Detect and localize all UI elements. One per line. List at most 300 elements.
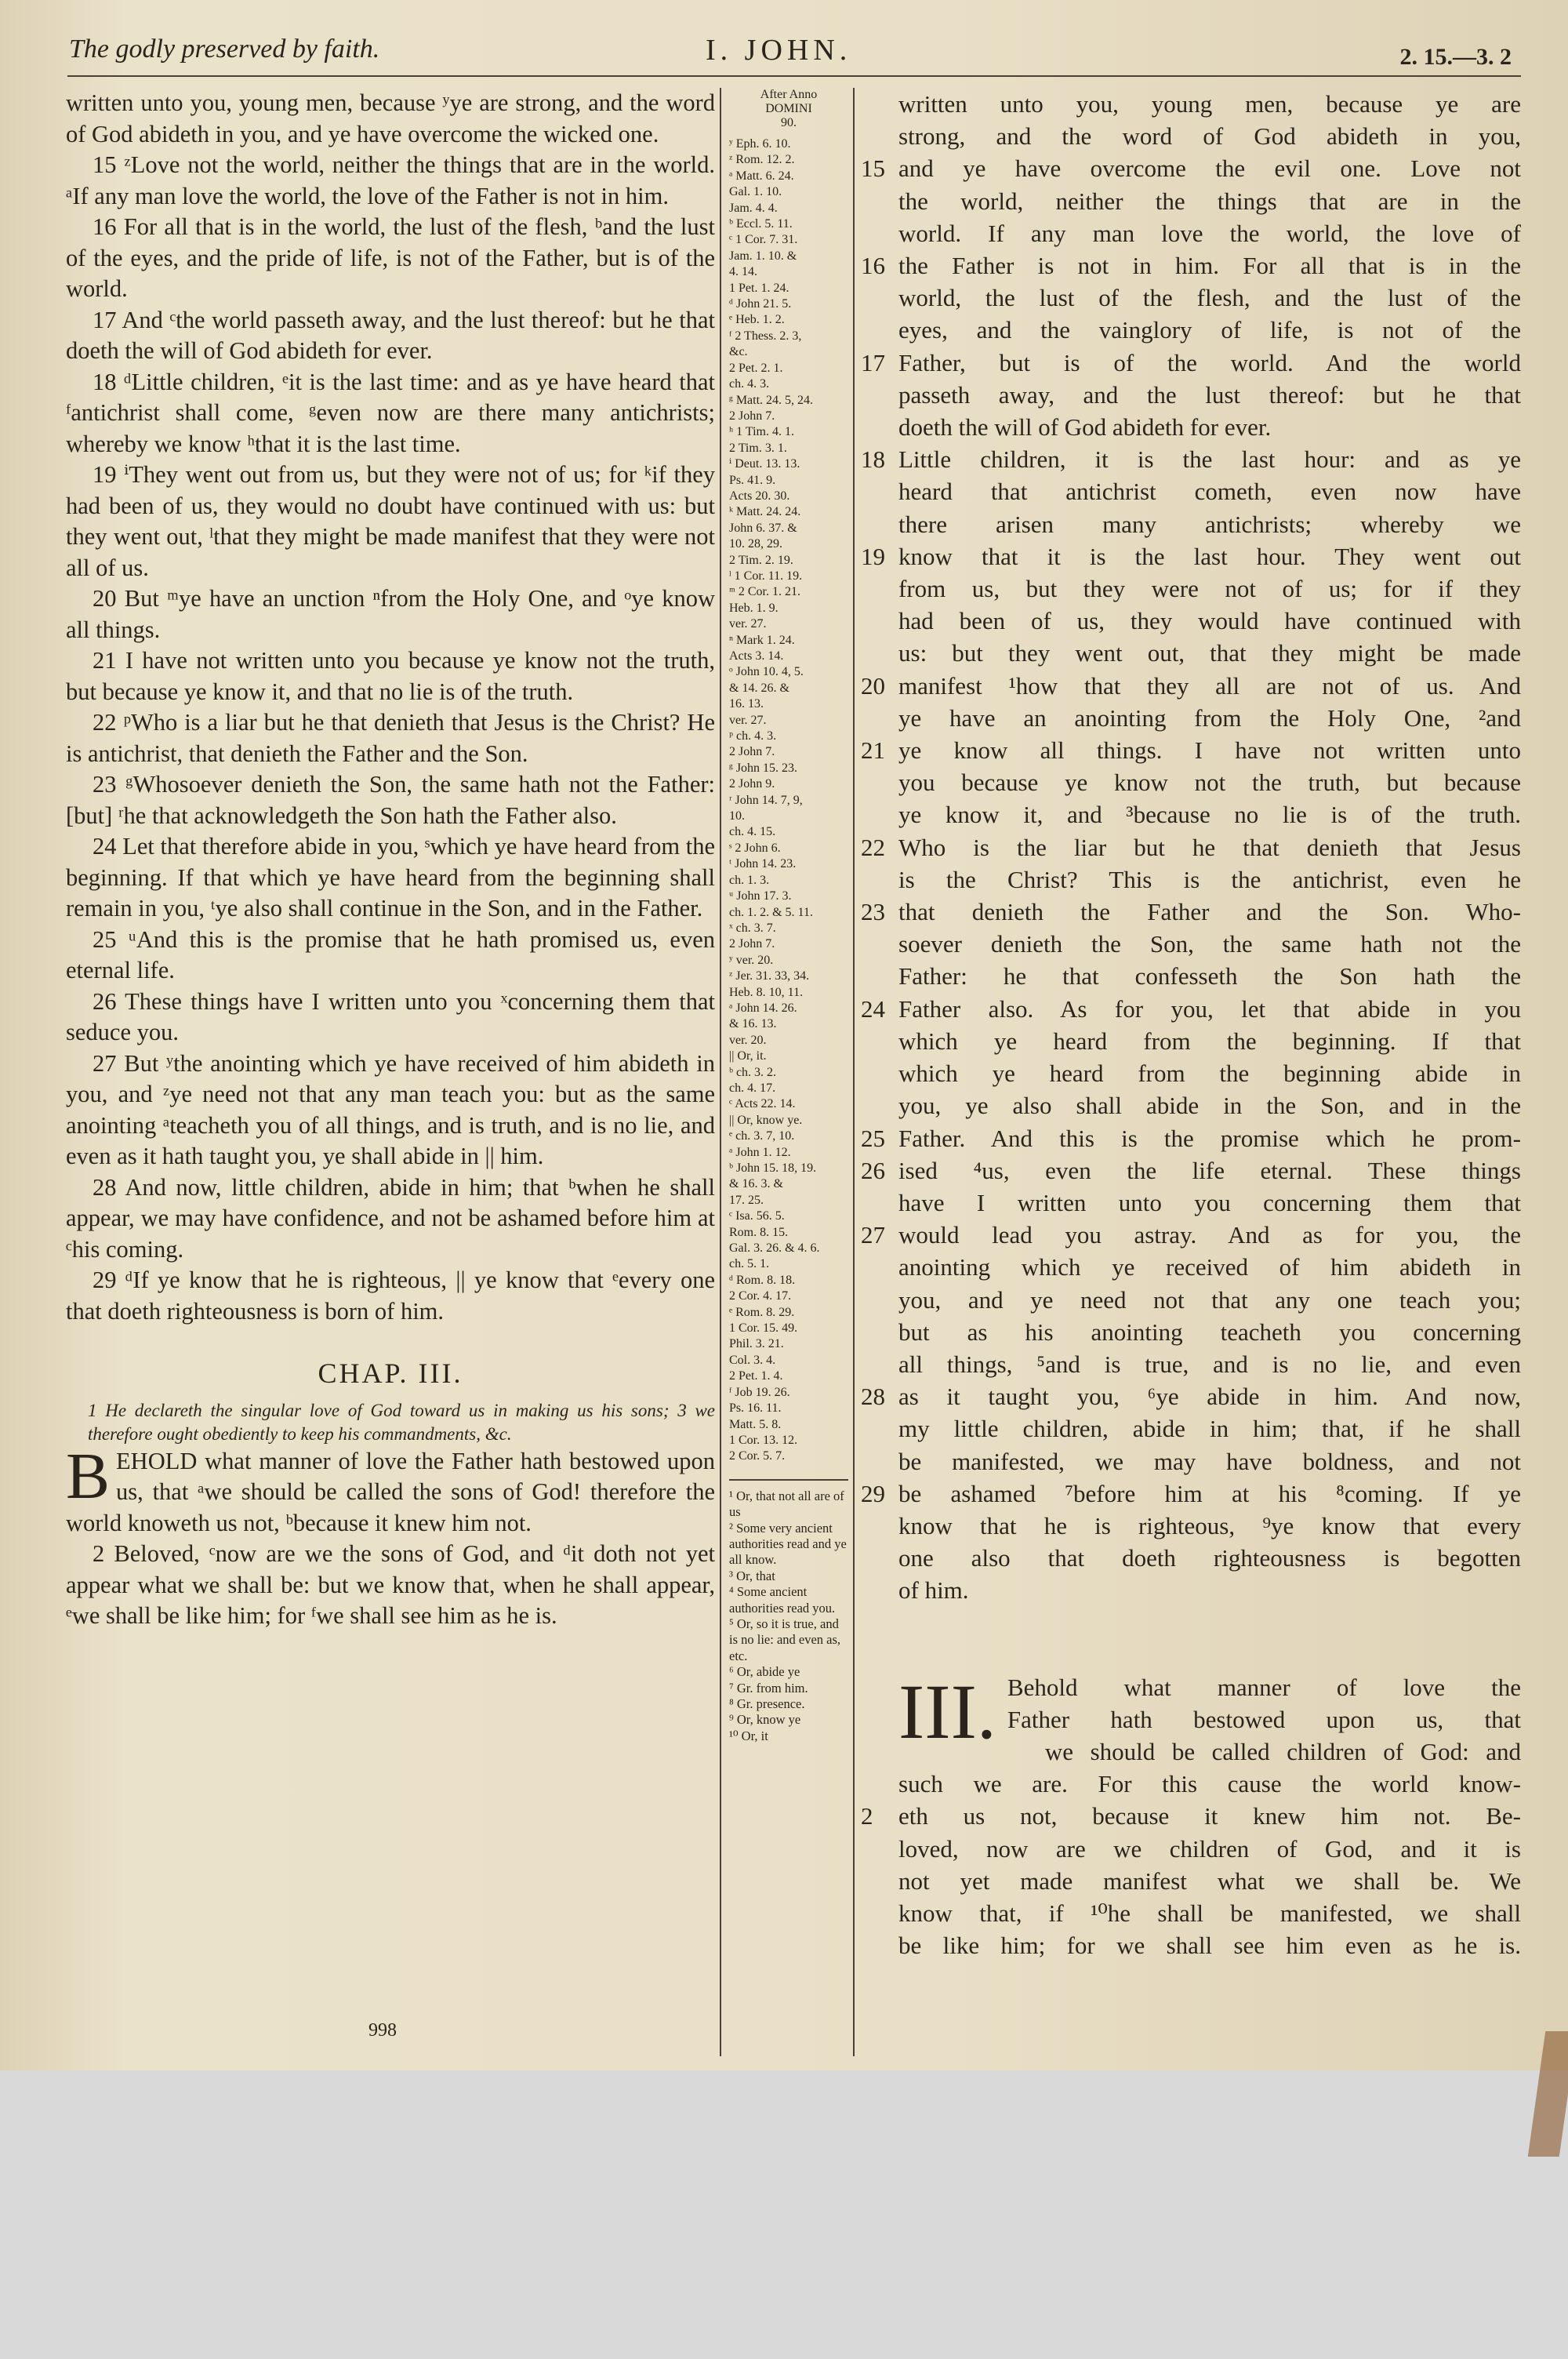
cross-reference: ch. 4. 3. [729,377,770,391]
text-line [861,831,1521,863]
cross-reference: & 16. 3. & [729,1177,783,1191]
verse-paragraph: 20 But ᵐye have an unction ⁿfrom the Holy One, and ᵒye know all things. [66,585,715,643]
line-text: eyes, and the vainglory of life, is not of the [898,316,1521,344]
cross-reference: 10. [729,809,745,823]
text-line [861,960,1521,992]
line-text: we should be called children of God: and [1044,1737,1521,1765]
text-line [861,1284,1521,1316]
line-text: be ashamed ⁷before him at his ⁸coming. If ye [898,1479,1521,1507]
line-text: loved, now are we children of God, and it is [898,1834,1521,1863]
cross-reference: Matt. 5. 8. [729,1417,782,1431]
cross-reference: Acts 20. 30. [729,489,790,503]
cross-reference: ᶜ Acts 22. 14. [729,1097,796,1111]
line-text: ised ⁴us, even the life eternal. These things [898,1156,1521,1184]
line-text: Who is the liar but he that denieth that Jesus [898,833,1521,861]
cross-reference: ᵉ Heb. 1. 2. [729,313,785,327]
text-line [1007,1703,1521,1736]
line-text: be like him; for we shall see him even as he is. [898,1932,1521,1960]
chapter-verse-range: 2. 15.—3. 2 [1399,44,1512,70]
left-text-column [66,88,715,1632]
text-line [861,508,1521,540]
cross-reference: || Or, know ye. [729,1113,803,1127]
text-line [861,1800,1521,1832]
running-head-left: The godly preserved by faith. [69,35,380,64]
line-text: Father. And this is the promise which he prom- [898,1124,1521,1152]
text-line [861,475,1521,507]
line-text: anointing which ye received of him abideth in [898,1253,1521,1281]
text-line [861,993,1521,1025]
text-line [861,863,1521,896]
cross-reference: Col. 3. 4. [729,1353,776,1367]
verse-number: 18 [861,445,885,474]
cross-reference: 2 Tim. 3. 1. [729,441,787,455]
verse-number [861,605,898,637]
verse-number [861,1865,898,1897]
text-line [861,702,1521,734]
text-line [861,1057,1521,1089]
text-line [861,185,1521,217]
text-line [861,88,1521,120]
line-text: had been of us, they would have continued with [898,607,1521,635]
verse-number: 21 [861,736,885,765]
text-line [861,1865,1521,1897]
verse-paragraph: 17 And ᶜthe world passeth away, and the lust thereof: but he that doeth the will of God abideth for ever. [66,306,715,364]
text-line [861,1445,1521,1478]
text-line [861,637,1521,669]
cross-reference: 2 John 9. [729,777,775,791]
text-line [1007,1671,1521,1703]
cross-reference: ʸ Eph. 6. 10. [729,137,791,151]
cross-reference: 2 John 7. [729,937,775,951]
cross-reference: ᵇ ch. 3. 2. [729,1065,777,1079]
text-line [861,443,1521,475]
footnote-separator [729,1479,848,1481]
verse-number [861,1089,898,1121]
cross-reference: Ps. 16. 11. [729,1401,782,1416]
text-line [861,928,1521,960]
verse-number [861,217,898,249]
cross-reference: ˣ ch. 3. 7. [729,921,776,935]
text-line [861,605,1521,637]
line-text: but as his anointing teacheth you concerning [898,1318,1521,1346]
footnote: ⁶ Or, abide ye [729,1664,800,1680]
text-line [861,411,1521,443]
line-text: Father, but is of the world. And the world [898,348,1521,376]
verse-paragraph: 23 ᵍWhosoever denieth the Son, the same hath not the Father: [but] ʳhe that acknowledgeth the Son hath the Father also. [66,771,715,829]
cross-reference: ᵘ John 17. 3. [729,889,792,903]
verse-number: 16 [861,252,885,280]
line-text: there arisen many antichrists; whereby we [898,510,1521,538]
cross-reference: ʰ 1 Tim. 4. 1. [729,425,794,439]
cross-reference: ᵖ ch. 4. 3. [729,729,777,743]
text-line [861,347,1521,379]
verse-number [861,88,898,120]
footnote: ⁵ Or, so it is true, and is no lie: and even as, etc. [729,1616,841,1663]
line-text: from us, but they were not of us; for if they [898,575,1521,603]
verse-number [861,1768,898,1800]
cross-reference: Heb. 1. 9. [729,601,779,615]
verse-number [861,928,898,960]
cross-reference: ch. 4. 15. [729,825,776,839]
line-text: you, and ye need not that any one teach you; [898,1285,1521,1314]
verse-paragraph: 15 ᶻLove not the world, neither the things that are in the world. ᵃIf any man love the world, the love of the Father is not in him. [66,151,715,209]
line-text: know that it is the last hour. They went out [898,542,1521,570]
chapter3-verse2: 2 Beloved, ᶜnow are we the sons of God, and ᵈit doth not yet appear what we shall be: but we know that, when he shall appear, ᵉwe shall be like him; for ᶠwe shall see him as he is. [66,1540,715,1629]
line-text: Father also. As for you, let that abide in you [898,994,1521,1023]
verse-paragraph: 27 But ʸthe anointing which ye have received of him abideth in you, and ᶻye need not that any man teach you: but as the same anointing ᵃteacheth you of all things, and is truth, and is no lie, and even as it hath taught you, ye shall abide in || him. [66,1049,715,1169]
text-line [861,1574,1521,1606]
text-line [861,1251,1521,1283]
text-line [861,379,1521,411]
cross-reference: 2 Tim. 2. 19. [729,553,793,567]
cross-reference: ch. 4. 17. [729,1081,776,1095]
text-line [861,1768,1521,1800]
margin-footnotes [729,1488,848,1745]
verse-paragraph: 28 And now, little children, abide in him; that ᵇwhen he shall appear, we may have confidence, and not be ashamed before him at ᶜhis coming. [66,1173,715,1263]
cross-reference: 16. 13. [729,697,764,711]
verse-number: 20 [861,671,885,700]
line-text: ye have an anointing from the Holy One, ²and [898,703,1521,732]
line-text: one also that doeth righteousness is begotten [898,1544,1521,1572]
line-text: have I written unto you concerning them that [898,1188,1521,1216]
page-number: 998 [368,2020,397,2041]
cross-reference: ver. 27. [729,617,767,631]
cross-reference: Gal. 1. 10. [729,185,782,199]
line-text: eth us not, because it knew him not. Be- [898,1802,1521,1830]
cross-reference: 10. 28, 29. [729,537,782,551]
cross-reference: Ps. 41. 9. [729,473,776,487]
verse-number [861,120,898,152]
verse-number [861,960,898,992]
book-title: I. JOHN. [706,34,852,67]
verse-number [861,411,898,443]
verse-number: 17 [861,348,885,376]
line-text: as it taught you, ⁶ye abide in him. And now, [898,1383,1521,1411]
verse-number: 23 [861,898,885,926]
cross-reference: 2 Pet. 1. 4. [729,1369,783,1383]
verse-number [861,702,898,734]
line-text: ye know all things. I have not written unto [898,736,1521,765]
cross-reference: ch. 1. 2. & 5. 11. [729,905,813,919]
line-text: ye know it, and ³because no lie is of the truth. [898,801,1521,829]
column-divider-left [720,88,721,2056]
cross-reference: 2 John 7. [729,409,775,423]
text-line [861,1510,1521,1542]
cross-reference: ᶠ Job 19. 26. [729,1385,790,1399]
verse-paragraph: 24 Let that therefore abide in you, ˢwhich ye have heard from the beginning. If that which ye have heard from the beginning shall remain in you, ᵗye also shall continue in the Son, and in the Father. [66,833,715,921]
line-text: that denieth the Father and the Son. Who- [898,898,1521,926]
verse-number: 22 [861,833,885,861]
verse-number [861,1897,898,1929]
text-line [861,1122,1521,1154]
cross-reference: ᶠ 2 Thess. 2. 3, [729,329,802,343]
text-line [861,1025,1521,1057]
line-text: written unto you, young men, because ye are [898,90,1521,118]
right-text-column [861,88,1521,1961]
cross-reference: ᵇ Eccl. 5. 11. [729,217,793,231]
cross-reference: Rom. 8. 15. [729,1225,789,1239]
verse-number [861,1284,898,1316]
line-text: be manifested, we may have boldness, and not [898,1447,1521,1475]
text-line [861,1412,1521,1445]
footnote: ⁴ Some ancient authorities read you. [729,1584,836,1616]
line-text: soever denieth the Son, the same hath not the [898,930,1521,958]
cross-reference: John 6. 37. & [729,521,797,535]
text-line [861,572,1521,605]
cross-reference: Jam. 1. 10. & [729,249,797,263]
verse-number [861,282,898,314]
cross-reference: & 16. 13. [729,1017,777,1031]
line-text: all things, ⁵and is true, and is no lie, and even [898,1350,1521,1378]
column-divider-right [853,88,855,2056]
text-line [861,540,1521,572]
cross-reference: 2 Cor. 5. 7. [729,1449,786,1463]
footnote: ⁹ Or, know ye [729,1712,801,1728]
text-line [861,798,1521,831]
cross-reference: ᵉ ch. 3. 7, 10. [729,1129,795,1143]
line-text: my little children, abide in him; that, if he shall [898,1415,1521,1443]
text-line [861,282,1521,314]
verse-number [861,637,898,669]
text-line [861,217,1521,249]
cross-reference: ch. 1. 3. [729,873,770,887]
cross-reference: ᶻ Jer. 31. 33, 34. [729,969,810,983]
cross-reference: ᶻ Rom. 12. 2. [729,153,795,167]
line-text: which ye heard from the beginning abide in [898,1060,1521,1088]
line-text: know that he is righteous, ⁹ye know that every [898,1511,1521,1539]
cross-reference: ᵏ Matt. 24. 24. [729,505,801,519]
cross-reference: ᵐ 2 Cor. 1. 21. [729,585,800,599]
verse-number [861,798,898,831]
verse-number [861,1057,898,1089]
verse-number: 24 [861,994,885,1023]
text-line [861,1089,1521,1121]
verse-paragraph: 22 ᵖWho is a liar but he that denieth that Jesus is the Christ? He is antichrist, that denieth the Father and the Son. [66,709,715,767]
footnote: ¹⁰ Or, it [729,1728,768,1743]
cross-reference: ᶜ 1 Cor. 7. 31. [729,233,798,247]
cross-reference: 17. 25. [729,1193,764,1207]
verse-number [861,1251,898,1283]
verse-number [861,475,898,507]
cross-reference: ᵍ Matt. 24. 5, 24. [729,393,814,407]
cross-references [729,136,848,1465]
verse-number [861,508,898,540]
verse-number [861,863,898,896]
text-line [861,1833,1521,1865]
verse-number: 15 [861,154,885,183]
line-text: know that, if ¹⁰he shall be manifested, we shall [898,1899,1521,1927]
text-line [861,1929,1521,1961]
verse-number: 2 [861,1802,873,1830]
line-text: passeth away, and the lust thereof: but he that [898,380,1521,409]
verse-number [861,572,898,605]
verse-number: 27 [861,1221,885,1249]
cross-reference: Heb. 8. 10, 11. [729,985,804,999]
verse-paragraph: 26 These things have I written unto you ˣconcerning them that seduce you. [66,987,715,1045]
cross-reference: Jam. 4. 4. [729,201,778,215]
cross-reference: ᵉ Rom. 8. 29. [729,1305,795,1319]
verse-number [861,1187,898,1219]
cross-reference: ᵈ John 21. 5. [729,297,792,311]
cross-reference: ᵇ John 15. 18, 19. [729,1161,817,1175]
cross-reference: ˡ 1 Cor. 11. 19. [729,569,803,583]
verse-number [861,1445,898,1478]
verse-paragraph: 25 ᵘAnd this is the promise that he hath promised us, even eternal life. [66,925,715,983]
line-text: the Father is not in him. For all that is in the [898,252,1521,280]
cross-reference: & 14. 26. & [729,681,789,695]
cross-reference: ᵍ John 15. 23. [729,761,798,775]
right-verses [861,88,1521,1607]
cross-reference: Phil. 3. 21. [729,1337,784,1351]
cross-reference: 2 Pet. 2. 1. [729,361,783,375]
line-text: heard that antichrist cometh, even now have [898,478,1521,506]
line-text: the world, neither the things that are in the [898,187,1521,215]
cross-reference: ᵃ John 14. 26. [729,1001,797,1015]
verse-paragraph: 19 ⁱThey went out from us, but they were not of us; for ᵏif they had been of us, they would no doubt have continued with us: but they went out, ˡthat they might be made manifest that they were not all of us. [66,461,715,581]
line-text: which ye heard from the beginning. If that [898,1027,1521,1055]
cross-reference: &c. [729,345,748,359]
chapter-title: CHAP. III. [318,1358,463,1389]
line-text: Behold what manner of love the [1007,1673,1521,1701]
line-text: doeth the will of God abideth for ever. [898,413,1272,442]
footnote: ¹ Or, that not all are of us [729,1488,844,1520]
text-line [861,896,1521,928]
cross-reference: ᵒ John 10. 4, 5. [729,665,804,679]
text-line [861,1478,1521,1510]
verse-number [861,1574,898,1606]
chapter3-verse1-text: EHOLD what manner of love the Father hath bestowed upon us, that ᵃwe should be called the sons of God! therefore the world knoweth us not, ᵇbecause it knew him not. [66,1447,715,1536]
cross-reference: 1 Cor. 15. 49. [729,1321,798,1336]
cross-reference: ᵃ Matt. 6. 24. [729,169,794,183]
text-line [861,670,1521,702]
footnote: ³ Or, that [729,1568,775,1583]
cross-reference: ver. 27. [729,713,767,727]
verse-number [861,379,898,411]
text-line [861,1348,1521,1380]
text-line [861,1542,1521,1574]
verse-paragraph: 29 ᵈIf ye know that he is righteous, || ye know that ᵉevery one that doeth righteousness is born of him. [66,1267,715,1325]
verse-number: 19 [861,542,885,570]
verse-number [861,1833,898,1865]
cross-reference: || Or, it. [729,1049,767,1063]
verse-number: 29 [861,1479,885,1507]
cross-reference: ʸ ver. 20. [729,953,774,967]
cross-reference: Acts 3. 14. [729,649,784,663]
cross-reference: 4. 14. [729,265,757,279]
verse-number [861,314,898,346]
cross-reference: ver. 20. [729,1033,767,1047]
line-text: such we are. For this cause the world know- [898,1770,1521,1798]
text-line [861,1897,1521,1929]
text-line [861,249,1521,282]
cross-reference: ch. 5. 1. [729,1257,770,1271]
footnote: ⁸ Gr. presence. [729,1696,805,1711]
verse-number [861,766,898,798]
cross-reference: 1 Cor. 13. 12. [729,1433,798,1447]
text-line [1007,1736,1521,1768]
verse-number [861,1510,898,1542]
cross-reference: ⁿ Mark 1. 24. [729,633,795,647]
footnote: ² Some very ancient authorities read and ye all know. [729,1520,847,1568]
chapter3-revised [861,1667,1521,1962]
verse-number [861,1542,898,1574]
verse-number [861,1412,898,1445]
text-line [861,1219,1521,1251]
chapter-summary: 1 He declareth the singular love of God toward us in making us his sons; 3 we therefore ought obediently to keep his commandments, &c. [88,1400,715,1444]
line-text: of him. [898,1576,969,1605]
line-text: not yet made manifest what we shall be. We [898,1866,1521,1895]
line-text: would lead you astray. And as for you, the [898,1221,1521,1249]
text-line [861,314,1521,346]
text-line [861,120,1521,152]
text-line [861,734,1521,766]
line-text: Little children, it is the last hour: and as ye [898,445,1521,474]
cross-reference: ʳ John 14. 7, 9, [729,793,803,807]
cross-reference: Gal. 3. 26. & 4. 6. [729,1241,820,1256]
verse-number: 28 [861,1383,885,1411]
verse-paragraph: 16 For all that is in the world, the lust of the flesh, ᵇand the lust of the eyes, and the pride of life, is not of the Father, but is of the world. [66,213,715,302]
chapter-numeral: III. [898,1667,996,1755]
line-text: is the Christ? This is the antichrist, even he [898,865,1521,893]
cross-reference: ᵗ John 14. 23. [729,857,797,871]
text-line [861,766,1521,798]
verse-paragraph: 21 I have not written unto you because ye know not the truth, but because ye know it, and that no lie is of the truth. [66,647,715,705]
chapter3-verse1 [66,1439,715,1539]
text-line [861,1154,1521,1187]
verse-paragraph: written unto you, young men, because ʸye are strong, and the word of God abideth in you, and ye have overcome the wicked one. [66,89,715,147]
text-line [861,1187,1521,1219]
page-header [0,30,1568,77]
verse-paragraph: 18 ᵈLittle children, ᵉit is the last time: and as ye have heard that ᶠantichrist shall come, ᵍeven now are there many antichrists; whereby we know ʰthat it is the last time. [66,368,715,457]
ref-column-head: After Anno DOMINI 90. [760,88,818,129]
cross-reference: 1 Pet. 1. 24. [729,281,789,295]
drop-cap: B [66,1439,111,1513]
line-text: manifest ¹how that they all are not of us. And [898,671,1521,700]
cross-reference: ᵃ John 1. 12. [729,1145,791,1159]
reference-column [729,88,848,1744]
cross-reference: 2 John 7. [729,745,775,759]
line-text: and ye have overcome the evil one. Love not [898,154,1521,183]
cross-reference: ᵈ Rom. 8. 18. [729,1273,796,1287]
verse-number [861,1025,898,1057]
verse-number [861,1929,898,1961]
cross-reference: ˢ 2 John 6. [729,841,781,855]
footnote: ⁷ Gr. from him. [729,1680,808,1696]
verse-number [861,1348,898,1380]
text-line [861,1380,1521,1412]
line-text: strong, and the word of God abideth in you, [898,122,1521,151]
verse-number [1007,1736,1045,1768]
cross-reference: 2 Cor. 4. 17. [729,1289,792,1303]
line-text: Father: he that confesseth the Son hath the [898,962,1521,990]
line-text: you because ye know not the truth, but because [898,769,1521,797]
verse-number [861,185,898,217]
line-text: world, the lust of the flesh, and the lust of the [898,284,1521,312]
cross-reference: ᶜ Isa. 56. 5. [729,1209,785,1223]
text-line [861,1316,1521,1348]
verse-number [861,1316,898,1348]
line-text: Father hath bestowed upon us, that [1007,1705,1521,1733]
line-text: us: but they went out, that they might be made [898,639,1521,667]
text-line [861,152,1521,184]
header-rule [67,75,1521,77]
cross-reference: ⁱ Deut. 13. 13. [729,457,800,471]
line-text: you, ye also shall abide in the Son, and in the [898,1092,1521,1120]
verse-number: 25 [861,1124,885,1152]
left-verses [66,88,715,1327]
line-text: world. If any man love the world, the love of [898,219,1521,247]
verse-number: 26 [861,1156,885,1184]
